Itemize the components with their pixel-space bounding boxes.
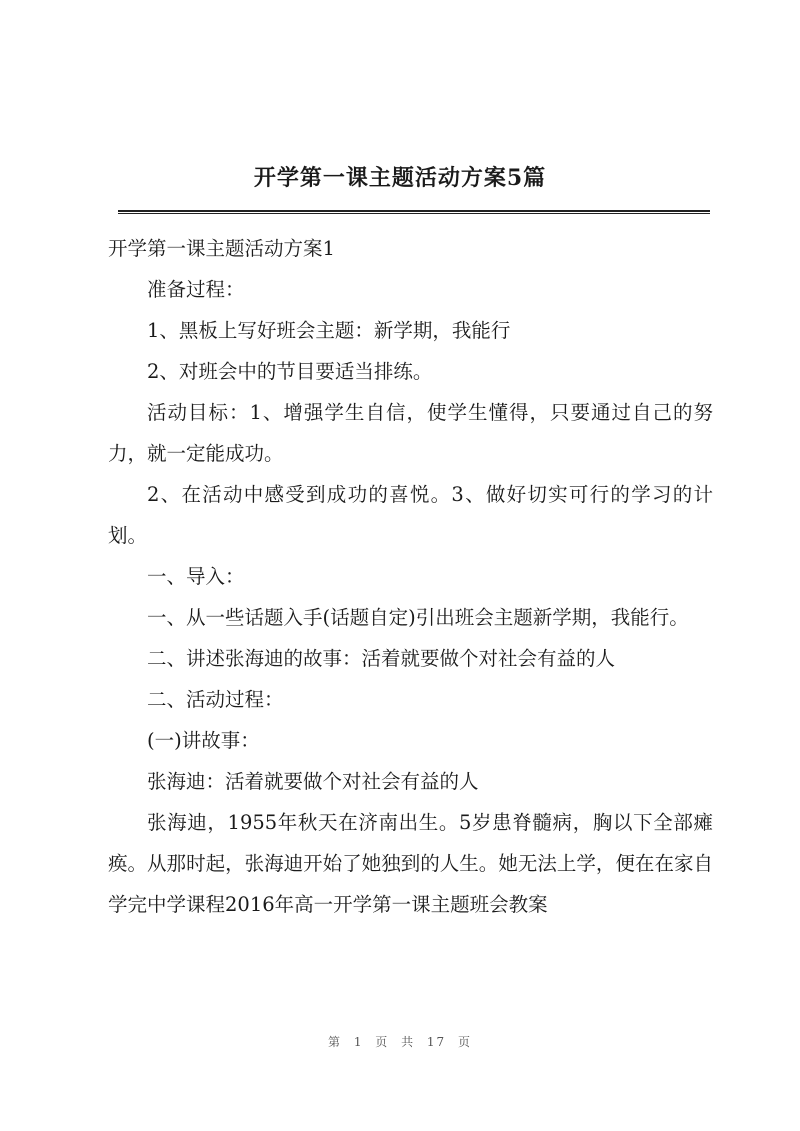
paragraph: 2、对班会中的节目要适当排练。: [147, 360, 433, 383]
paragraph: 二、活动过程：: [147, 688, 284, 711]
paragraph: (一)讲故事：: [147, 729, 260, 752]
document-body: [108, 228, 713, 925]
document-title: 开学第一课主题活动方案5篇: [253, 165, 547, 191]
page-number-footer: 第 1 页 共 17 页: [328, 1035, 472, 1049]
paragraph: 2、在活动中感受到成功的喜悦。3、做好切实可行的学习的计划。: [108, 483, 713, 547]
section-heading: 开学第一课主题活动方案1: [108, 237, 335, 260]
paragraph: 一、从一些话题入手(话题自定)引出班会主题新学期，我能行。: [147, 606, 689, 629]
paragraph: 1、黑板上写好班会主题：新学期，我能行: [147, 319, 511, 342]
paragraph: 准备过程：: [147, 278, 245, 301]
title-divider: [118, 210, 710, 214]
paragraph: 二、讲述张海迪的故事：活着就要做个对社会有益的人: [147, 647, 616, 670]
paragraph: 张海迪：活着就要做个对社会有益的人: [147, 770, 479, 793]
paragraph: 活动目标：1、增强学生自信，使学生懂得，只要通过自己的努力，就一定能成功。: [108, 401, 713, 465]
paragraph: 一、导入：: [147, 565, 245, 588]
paragraph: 张海迪，1955年秋天在济南出生。5岁患脊髓病，胸以下全部瘫痪。从那时起，张海迪开始了她独到的人生。她无法上学，便在在家自学完中学课程2016年高一开学第一课主题班会教案: [108, 811, 713, 916]
